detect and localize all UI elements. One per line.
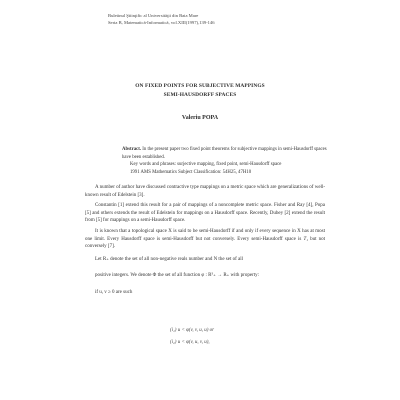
- paragraph-2: Constantin [1] extend this result for a pair of mappings of a noncomplete metric space. Fisher and Ray [4], Popa [5] and others extends the result of Edelstein for mappings on a Hausdorff space. Recently, Dubey [2] extend the result from [5] for mappings on a semi-Hausdorff space.: [85, 203, 325, 224]
- keywords: Key words and phrases: surjective mapping, fixed point, semi-Hausdorff space: [130, 162, 282, 168]
- author-name: Valeriu POPA: [181, 115, 219, 121]
- journal-header: [108, 12, 368, 26]
- formula-block: [170, 325, 290, 349]
- paragraph-3: [85, 228, 325, 251]
- journal-name: Buletinul Ştiinţific al Universităţii din Baia Mare: [108, 13, 199, 18]
- math-line-3: if u, v ≥ 0 are such: [95, 289, 133, 295]
- formula-i1: (i₁) u < φ(v, v, u, u) or: [170, 328, 215, 333]
- title-line-1: ON FIXED POINTS FOR SUBJECTIVE MAPPINGS: [135, 83, 265, 89]
- abstract-block: [122, 146, 327, 176]
- paragraph-3-end: but not conversely [7].: [85, 236, 326, 250]
- t1-symbol: T₁: [303, 236, 308, 242]
- math-line-1: Let R₊ denote the set of all non-negative reals number and N the set of all: [95, 256, 244, 262]
- formula-i2: (i₂) u < φ(v, u, v, u),: [170, 340, 210, 345]
- ams-classification: 1991 AMS Mathematics Subject Classification: 54H25, 47H10: [130, 169, 252, 175]
- abstract-text: [122, 146, 327, 161]
- title-line-2: SEMI-HAUSDORFF SPACES: [163, 91, 237, 98]
- journal-series: Seria B, Matematică-Informatică, vol.XIII(1997),139-146: [108, 20, 215, 25]
- abstract-body: In the present paper two fixed point theorems for subjective mappings in semi-Hausdorff spaces have been established.: [122, 147, 327, 160]
- paragraph-1: A number of author have discussed contractive type mappings on a metric space which are generalizations of well-known result of Edelstein [3].: [85, 185, 325, 198]
- paragraph-3-text: It is known that a topological space X is said to be semi-Hausdorff if and only if every sequence in X has at most one limit. Every Hausdorff space is semi-Hausdorff but not conversely. Every semi-Hausdorff space is: [85, 228, 325, 242]
- paper-title: [60, 82, 340, 99]
- math-line-2: positive integers. We denote Φ the set of all function φ : R⁵₊ → R₊ with property:: [95, 273, 260, 279]
- abstract-label: Abstract.: [122, 147, 142, 152]
- body-text: [85, 184, 325, 306]
